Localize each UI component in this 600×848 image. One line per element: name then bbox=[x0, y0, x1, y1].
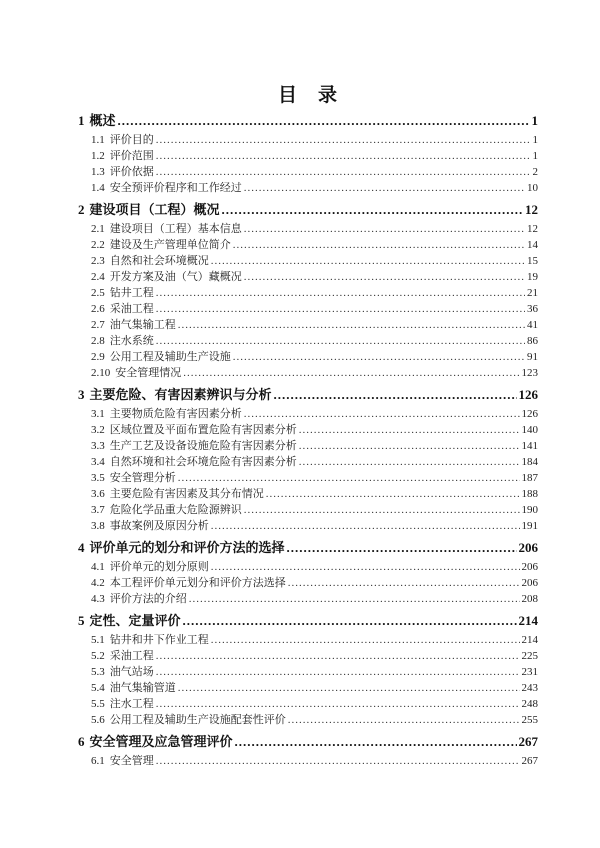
dot-leader bbox=[156, 648, 520, 664]
entry-title: 采油工程 bbox=[109, 303, 154, 315]
entry-title: 公用工程及辅助生产设施配套性评价 bbox=[109, 714, 286, 726]
entry-number: 3.3 bbox=[91, 440, 105, 452]
toc-item-entry[interactable] bbox=[78, 269, 538, 285]
toc-chapter-entry[interactable] bbox=[78, 202, 538, 218]
entry-title: 自然环境和社会环境危险有害因素分析 bbox=[109, 456, 297, 468]
entry-number: 1.3 bbox=[91, 166, 105, 178]
dot-leader bbox=[156, 148, 531, 164]
entry-number: 4 bbox=[78, 540, 85, 555]
dot-leader bbox=[233, 237, 525, 253]
entry-number: 3.5 bbox=[91, 472, 105, 484]
toc-item-entry[interactable] bbox=[78, 422, 538, 438]
dot-leader bbox=[156, 164, 531, 180]
dot-leader bbox=[211, 518, 520, 534]
entry-title: 开发方案及油（气）藏概况 bbox=[109, 271, 242, 283]
toc-chapter-entry[interactable] bbox=[78, 387, 538, 403]
entry-page-number: 188 bbox=[521, 488, 538, 500]
entry-title: 注水工程 bbox=[109, 698, 154, 710]
dot-leader bbox=[299, 454, 520, 470]
entry-page-number: 206 bbox=[518, 540, 538, 555]
toc-item-entry[interactable] bbox=[78, 502, 538, 518]
dot-leader bbox=[244, 269, 525, 285]
toc-chapter-entry[interactable] bbox=[78, 613, 538, 629]
dot-leader bbox=[244, 502, 520, 518]
entry-title: 公用工程及辅助生产设施 bbox=[109, 351, 231, 363]
toc-chapter-entry[interactable] bbox=[78, 113, 538, 129]
entry-page-number: 2 bbox=[532, 166, 538, 178]
entry-page-number: 214 bbox=[518, 613, 538, 628]
entry-page-number: 141 bbox=[521, 440, 538, 452]
entry-title: 安全管理及应急管理评价 bbox=[89, 734, 233, 749]
entry-title: 油气集输管道 bbox=[109, 682, 176, 694]
entry-page-number: 1 bbox=[531, 113, 538, 128]
entry-page-number: 208 bbox=[521, 593, 538, 605]
entry-title: 建设项目（工程）基本信息 bbox=[109, 223, 242, 235]
toc-item-entry[interactable] bbox=[78, 575, 538, 591]
entry-title: 定性、定量评价 bbox=[89, 613, 181, 628]
entry-page-number: 225 bbox=[521, 650, 538, 662]
dot-leader bbox=[244, 180, 525, 196]
entry-number: 5.3 bbox=[91, 666, 105, 678]
entry-number: 1 bbox=[78, 113, 85, 128]
dot-leader bbox=[244, 221, 525, 237]
entry-page-number: 123 bbox=[521, 367, 538, 379]
dot-leader bbox=[211, 253, 525, 269]
toc-item-entry[interactable] bbox=[78, 712, 538, 728]
toc-item-entry[interactable] bbox=[78, 164, 538, 180]
entry-number: 1.1 bbox=[91, 134, 105, 146]
entry-title: 主要物质危险有害因素分析 bbox=[109, 408, 242, 420]
entry-page-number: 231 bbox=[521, 666, 538, 678]
dot-leader bbox=[183, 365, 519, 381]
entry-number: 5.5 bbox=[91, 698, 105, 710]
dot-leader bbox=[156, 132, 531, 148]
dot-leader bbox=[156, 333, 525, 349]
entry-number: 2.3 bbox=[91, 255, 105, 267]
entry-title: 评价依据 bbox=[109, 166, 154, 178]
entry-page-number: 14 bbox=[527, 239, 538, 251]
entry-page-number: 1 bbox=[532, 134, 538, 146]
toc-item-entry[interactable] bbox=[78, 518, 538, 534]
toc-item-entry[interactable] bbox=[78, 559, 538, 575]
entry-title: 主要危险、有害因素辨识与分析 bbox=[89, 387, 272, 402]
entry-page-number: 187 bbox=[521, 472, 538, 484]
entry-page-number: 21 bbox=[527, 287, 538, 299]
page-title: 目 录 bbox=[277, 85, 338, 106]
dot-leader bbox=[178, 680, 520, 696]
dot-leader bbox=[233, 349, 525, 365]
entry-page-number: 126 bbox=[521, 408, 538, 420]
toc-item-entry[interactable] bbox=[78, 221, 538, 237]
entry-page-number: 206 bbox=[521, 577, 538, 589]
entry-title: 事故案例及原因分析 bbox=[109, 520, 209, 532]
entry-page-number: 10 bbox=[527, 182, 538, 194]
dot-leader bbox=[183, 613, 517, 629]
entry-title: 生产工艺及设备设施危险有害因素分析 bbox=[109, 440, 297, 452]
dot-leader bbox=[299, 422, 520, 438]
entry-title: 安全管理情况 bbox=[115, 367, 182, 379]
entry-title: 评价单元的划分原则 bbox=[109, 561, 209, 573]
toc-chapter-entry[interactable] bbox=[78, 540, 538, 556]
entry-page-number: 267 bbox=[521, 755, 538, 767]
entry-page-number: 19 bbox=[527, 271, 538, 283]
entry-page-number: 12 bbox=[525, 202, 538, 217]
entry-title: 油气集输工程 bbox=[109, 319, 176, 331]
entry-title: 建设项目（工程）概况 bbox=[89, 202, 220, 217]
toc-list bbox=[78, 113, 538, 769]
entry-number: 4.2 bbox=[91, 577, 105, 589]
entry-title: 建设及生产管理单位简介 bbox=[109, 239, 231, 251]
entry-page-number: 214 bbox=[521, 634, 538, 646]
entry-page-number: 12 bbox=[527, 223, 538, 235]
toc-item-entry[interactable] bbox=[78, 454, 538, 470]
dot-leader bbox=[274, 387, 517, 403]
entry-title: 安全预评价程序和工作经过 bbox=[109, 182, 242, 194]
entry-number: 6 bbox=[78, 734, 85, 749]
entry-number: 2.4 bbox=[91, 271, 105, 283]
entry-title: 钻井工程 bbox=[109, 287, 154, 299]
dot-leader bbox=[288, 712, 520, 728]
entry-number: 5.6 bbox=[91, 714, 105, 726]
toc-item-entry[interactable] bbox=[78, 680, 538, 696]
entry-page-number: 86 bbox=[527, 335, 538, 347]
entry-page-number: 267 bbox=[518, 734, 538, 749]
dot-leader bbox=[299, 438, 520, 454]
entry-number: 3.8 bbox=[91, 520, 105, 532]
entry-number: 2.9 bbox=[91, 351, 105, 363]
dot-leader bbox=[156, 696, 520, 712]
dot-leader bbox=[178, 470, 520, 486]
dot-leader bbox=[156, 664, 520, 680]
entry-number: 3.6 bbox=[91, 488, 105, 500]
toc-item-entry[interactable] bbox=[78, 180, 538, 196]
entry-page-number: 248 bbox=[521, 698, 538, 710]
entry-number: 2.7 bbox=[91, 319, 105, 331]
entry-title: 本工程评价单元划分和评价方法选择 bbox=[109, 577, 286, 589]
dot-leader bbox=[288, 575, 520, 591]
entry-number: 2.1 bbox=[91, 223, 105, 235]
entry-page-number: 41 bbox=[527, 319, 538, 331]
entry-title: 评价单元的划分和评价方法的选择 bbox=[89, 540, 285, 555]
entry-title: 安全管理分析 bbox=[109, 472, 176, 484]
entry-title: 评价方法的介绍 bbox=[109, 593, 187, 605]
dot-leader bbox=[235, 734, 517, 750]
toc-item-entry[interactable] bbox=[78, 591, 538, 607]
entry-title: 自然和社会环境概况 bbox=[109, 255, 209, 267]
dot-leader bbox=[222, 202, 523, 218]
toc-item-entry[interactable] bbox=[78, 438, 538, 454]
toc-item-entry[interactable] bbox=[78, 333, 538, 349]
entry-number: 4.3 bbox=[91, 593, 105, 605]
entry-number: 2.5 bbox=[91, 287, 105, 299]
toc-item-entry[interactable] bbox=[78, 285, 538, 301]
entry-page-number: 243 bbox=[521, 682, 538, 694]
entry-number: 3 bbox=[78, 387, 85, 402]
entry-number: 5 bbox=[78, 613, 85, 628]
entry-number: 3.2 bbox=[91, 424, 105, 436]
entry-page-number: 36 bbox=[527, 303, 538, 315]
toc-item-entry[interactable] bbox=[78, 349, 538, 365]
entry-number: 5.2 bbox=[91, 650, 105, 662]
entry-page-number: 255 bbox=[521, 714, 538, 726]
toc-chapter-entry[interactable] bbox=[78, 734, 538, 750]
entry-number: 1.4 bbox=[91, 182, 105, 194]
entry-number: 4.1 bbox=[91, 561, 105, 573]
entry-number: 3.1 bbox=[91, 408, 105, 420]
toc-item-entry[interactable] bbox=[78, 696, 538, 712]
entry-title: 概述 bbox=[89, 113, 116, 128]
entry-number: 3.7 bbox=[91, 504, 105, 516]
toc-item-entry[interactable] bbox=[78, 753, 538, 769]
toc-item-entry[interactable] bbox=[78, 317, 538, 333]
toc-item-entry[interactable] bbox=[78, 648, 538, 664]
toc-item-entry[interactable] bbox=[78, 301, 538, 317]
dot-leader bbox=[211, 559, 520, 575]
dot-leader bbox=[156, 301, 525, 317]
entry-page-number: 91 bbox=[527, 351, 538, 363]
entry-title: 主要危险有害因素及其分布情况 bbox=[109, 488, 264, 500]
entry-number: 2.8 bbox=[91, 335, 105, 347]
toc-item-entry[interactable] bbox=[78, 632, 538, 648]
dot-leader bbox=[266, 486, 520, 502]
entry-title: 评价目的 bbox=[109, 134, 154, 146]
entry-number: 5.4 bbox=[91, 682, 105, 694]
entry-title: 安全管理 bbox=[109, 755, 154, 767]
entry-title: 钻井和井下作业工程 bbox=[109, 634, 209, 646]
toc-item-entry[interactable] bbox=[78, 148, 538, 164]
entry-title: 油气站场 bbox=[109, 666, 154, 678]
toc-item-entry[interactable] bbox=[78, 253, 538, 269]
toc-item-entry[interactable] bbox=[78, 406, 538, 422]
entry-page-number: 184 bbox=[521, 456, 538, 468]
dot-leader bbox=[211, 632, 520, 648]
dot-leader bbox=[189, 591, 520, 607]
entry-number: 2.2 bbox=[91, 239, 105, 251]
dot-leader bbox=[287, 540, 517, 556]
entry-page-number: 1 bbox=[532, 150, 538, 162]
entry-title: 采油工程 bbox=[109, 650, 154, 662]
entry-number: 2.10 bbox=[91, 367, 111, 379]
toc-item-entry[interactable] bbox=[78, 664, 538, 680]
entry-page-number: 140 bbox=[521, 424, 538, 436]
toc-item-entry[interactable] bbox=[78, 132, 538, 148]
entry-page-number: 190 bbox=[521, 504, 538, 516]
entry-page-number: 15 bbox=[527, 255, 538, 267]
entry-page-number: 206 bbox=[521, 561, 538, 573]
entry-title: 评价范围 bbox=[109, 150, 154, 162]
entry-page-number: 191 bbox=[521, 520, 538, 532]
dot-leader bbox=[244, 406, 520, 422]
toc-item-entry[interactable] bbox=[78, 486, 538, 502]
entry-number: 6.1 bbox=[91, 755, 105, 767]
entry-page-number: 126 bbox=[518, 387, 538, 402]
entry-number: 2 bbox=[78, 202, 85, 217]
dot-leader bbox=[156, 753, 520, 769]
entry-title: 注水系统 bbox=[109, 335, 154, 347]
toc-item-entry[interactable] bbox=[78, 237, 538, 253]
toc-item-entry[interactable] bbox=[78, 470, 538, 486]
entry-number: 2.6 bbox=[91, 303, 105, 315]
entry-title: 危险化学品重大危险源辨识 bbox=[109, 504, 242, 516]
entry-title: 区域位置及平面布置危险有害因素分析 bbox=[109, 424, 297, 436]
toc-item-entry[interactable] bbox=[78, 365, 538, 381]
dot-leader bbox=[178, 317, 525, 333]
entry-number: 3.4 bbox=[91, 456, 105, 468]
entry-number: 1.2 bbox=[91, 150, 105, 162]
dot-leader bbox=[156, 285, 525, 301]
dot-leader bbox=[118, 113, 530, 129]
entry-number: 5.1 bbox=[91, 634, 105, 646]
